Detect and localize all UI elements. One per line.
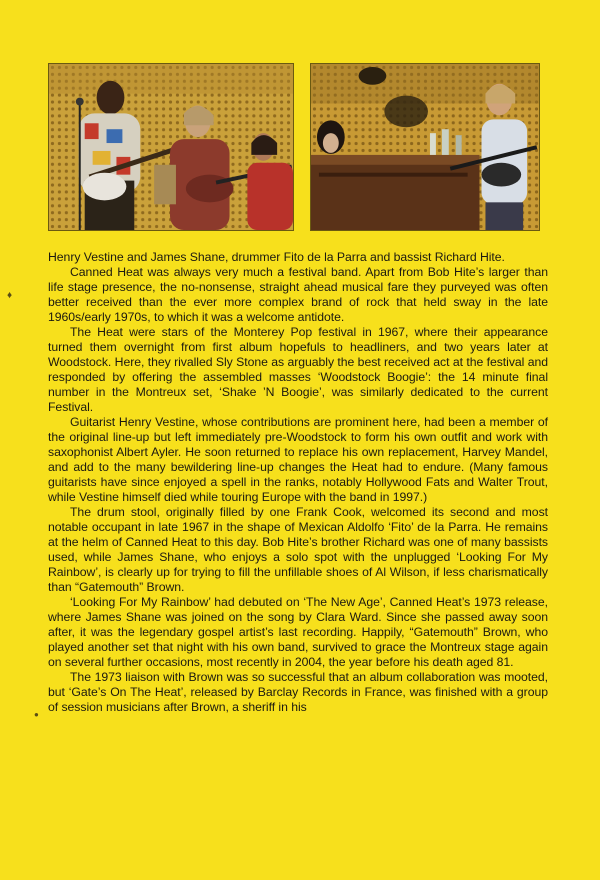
concert-photo-right [310, 63, 540, 231]
article-body [48, 250, 548, 715]
paragraph-2: Canned Heat was always very much a festival band. Apart from Bob Hite’s larger than life stage presence, the no-nonsense, straight ahead musical fare they purveyed was often better received than the ever more complex brand of rock that held sway in the late 1960s/early 1970s, to which it was a welcome antidote. [48, 265, 548, 324]
print-speck: ♦ [7, 290, 13, 301]
paragraph-5: The drum stool, originally filled by one Frank Cook, welcomed its second and most notable occupant in late 1967 in the shape of Mexican Aldolfo ‘Fito’ de la Parra. He remains at the helm of Canned Heat to this day. Bob Hite’s brother Richard was one of many bassists used, while James Shane, who enjoys a solo spot with the unplugged ‘Looking For My Rainbow’, is clearly up for trying to fill the unfillable shoes of Al Wilson, if less charismatically than “Gatemouth” Brown. [48, 505, 548, 594]
paragraph-6: ‘Looking For My Rainbow’ had debuted on ‘The New Age’, Canned Heat’s 1973 release, where James Shane was joined on the song by Clara Ward. Since she passed away soon after, it was the legendary gospel artist’s last recording. Happily, “Gatemouth” Brown, who played another set that night with his own band, survived to grace the Montreux stage again on several further occasions, most recently in 2004, the year before his death aged 81. [48, 595, 548, 669]
concert-photo-left [48, 63, 294, 231]
paragraph-4: Guitarist Henry Vestine, whose contributions are prominent here, had been a member of the original line-up but left immediately pre-Woodstock to form his own outfit and work with saxophonist Albert Ayler. He soon returned to replace his own replacement, Harvey Mandel, and add to the many bewildering line-up changes the Heat had to endure. (Many famous guitarists have since enjoyed a spell in the ranks, notably Hollywood Fats and Walter Trout, while Vestine himself died while touring Europe with the band in 1997.) [48, 415, 548, 504]
paragraph-1: Henry Vestine and James Shane, drummer Fito de la Parra and bassist Richard Hite. [48, 250, 505, 264]
print-speck: ● [34, 710, 39, 719]
concert-photo-right-image [311, 64, 539, 230]
paragraph-7: The 1973 liaison with Brown was so successful that an album collaboration was mooted, but ‘Gate’s On The Heat’, released by Barclay Records in France, was finished with a group of session musicians after Brown, a sheriff in his [48, 670, 548, 714]
concert-photo-left-image [49, 64, 293, 230]
paragraph-3: The Heat were stars of the Monterey Pop festival in 1967, where their appearance turned them overnight from first album hopefuls to headliners, and two years later at Woodstock. Here, they rivalled Sly Stone as arguably the best received act at the festival and responded by offering the assembled masses ‘Woodstock Boogie’: the 14 minute final number in the Montreux set, ‘Shake ’N Boogie’, was similarly dedicated to the current Festival. [48, 325, 548, 414]
